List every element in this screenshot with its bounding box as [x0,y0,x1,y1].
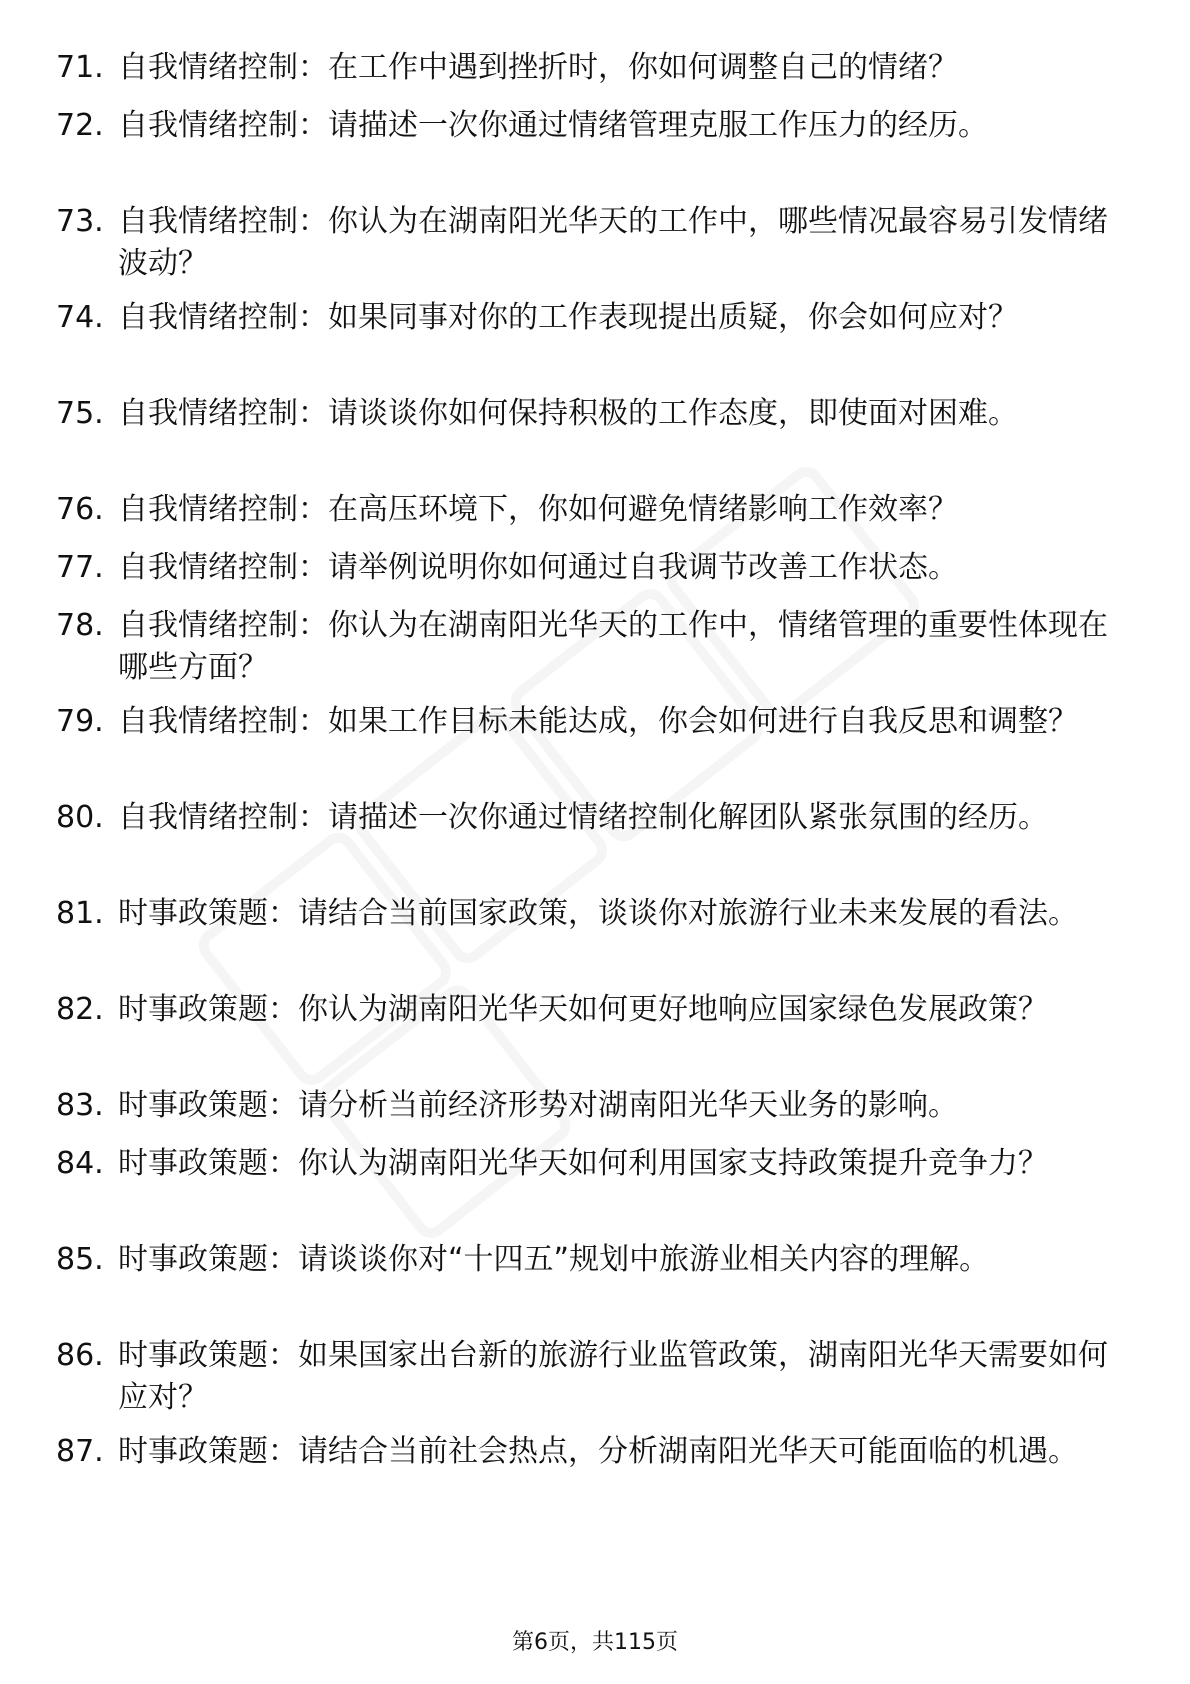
question-number: 87. [56,1434,104,1469]
question-number: 84. [56,1146,104,1181]
page-footer: 第6页，共115页 [512,1630,678,1655]
question-number: 75. [56,396,104,431]
question-number: 74. [56,300,104,335]
question-text: 时事政策题：如果国家出台新的旅游行业监管政策，湖南阳光华天需要如何应对？ [118,1338,1108,1415]
question-text: 自我情绪控制：请描述一次你通过情绪控制化解团队紧张氛围的经历。 [118,800,1048,835]
question-text: 时事政策题：你认为湖南阳光华天如何利用国家支持政策提升竞争力？ [118,1146,1048,1181]
watermark-glyph [192,826,459,1093]
question-text: 自我情绪控制：请举例说明你如何通过自我调节改善工作状态。 [118,550,958,585]
question-text: 时事政策题：你认为湖南阳光华天如何更好地响应国家绿色发展政策？ [118,992,1048,1027]
question-number: 71. [56,50,104,85]
question-text: 自我情绪控制：在高压环境下，你如何避免情绪影响工作效率？ [118,492,958,527]
question-text: 时事政策题：请谈谈你对“十四五”规划中旅游业相关内容的理解。 [118,1242,990,1277]
question-text: 自我情绪控制：如果工作目标未能达成，你会如何进行自我反思和调整？ [118,704,1078,739]
question-text: 时事政策题：请结合当前社会热点，分析湖南阳光华天可能面临的机遇。 [118,1434,1078,1469]
question-number: 76. [56,492,104,527]
question-text: 自我情绪控制：请谈谈你如何保持积极的工作态度，即使面对困难。 [118,396,1018,431]
question-text: 自我情绪控制：你认为在湖南阳光华天的工作中，哪些情况最容易引发情绪波动？ [118,204,1108,281]
question-number: 86. [56,1338,104,1373]
question-number: 72. [56,108,104,143]
question-number: 83. [56,1088,104,1123]
question-text: 自我情绪控制：如果同事对你的工作表现提出质疑，你会如何应对？ [118,300,1018,335]
question-number: 79. [56,704,104,739]
question-text: 自我情绪控制：请描述一次你通过情绪管理克服工作压力的经历。 [118,108,988,143]
question-number: 85. [56,1242,104,1277]
question-number: 73. [56,204,104,239]
question-number: 82. [56,992,104,1027]
question-text: 自我情绪控制：在工作中遇到挫折时，你如何调整自己的情绪？ [118,50,958,85]
question-number: 77. [56,550,104,585]
question-text: 时事政策题：请分析当前经济形势对湖南阳光华天业务的影响。 [118,1088,958,1123]
question-text: 自我情绪控制：你认为在湖南阳光华天的工作中，情绪管理的重要性体现在哪些方面？ [118,608,1108,685]
question-text: 时事政策题：请结合当前国家政策，谈谈你对旅游行业未来发展的看法。 [118,896,1078,931]
question-number: 78. [56,608,104,643]
question-number: 81. [56,896,104,931]
question-number: 80. [56,800,104,835]
